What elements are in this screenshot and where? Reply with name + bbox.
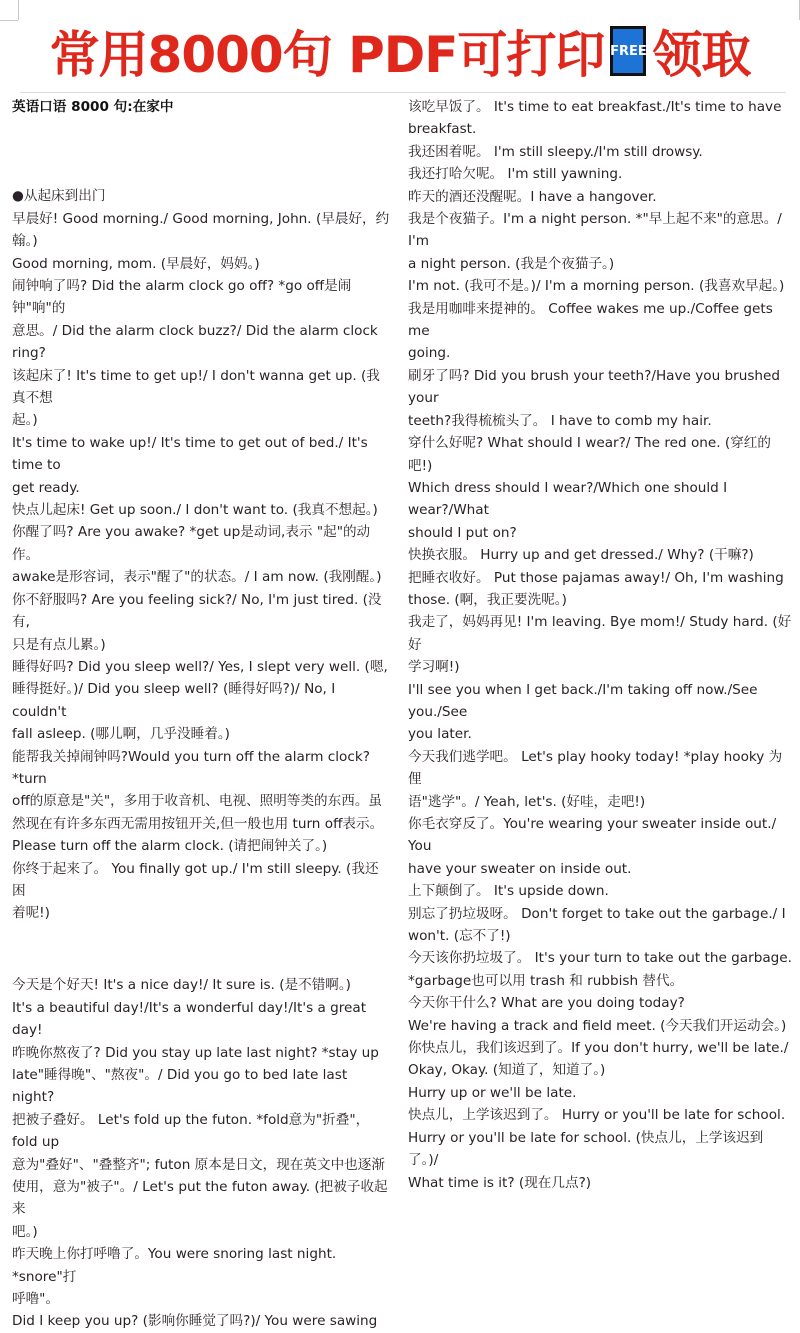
- phrase-line: *garbage也可以用 trash 和 rubbish 替代。: [408, 972, 684, 989]
- phrase-line: 我还打哈欠呢。 I'm still yawning.: [408, 166, 623, 183]
- phrase-line: Good morning, mom. (早晨好，妈妈。): [12, 255, 260, 272]
- phrase-line: a night person. (我是个夜猫子。): [408, 255, 615, 272]
- phrase-line: 今天你干什么? What are you doing today?: [408, 995, 685, 1012]
- phrase-line: breakfast.: [408, 121, 477, 138]
- phrase-line: Which dress should I wear?/Which one should I wear?/What: [408, 479, 728, 519]
- phrase-line: 你不舒服吗? Are you feeling sick?/ No, I'm just tired. (没有,: [12, 591, 382, 631]
- phrase-line: awake是形容词，表示"醒了"的状态。/ I am now. (我刚醒。): [12, 569, 382, 586]
- phrase-line: 穿什么好呢? What should I wear?/ The red one. (穿红的吧!): [408, 435, 771, 474]
- phrase-line: 语"逃学"。/ Yeah, let's. (好哇，走吧!): [408, 793, 646, 810]
- phrase-line: 我还困着呢。 I'm still sleepy./I'm still drowsy.: [408, 143, 703, 160]
- phrase-line: 然现在有许多东西无需用按钮开关,但一般也用 turn off表示。: [12, 815, 384, 832]
- phrase-list-right: [408, 96, 792, 1194]
- phrase-line: It's time to wake up!/ It's time to get out of bed./ It's time to: [12, 434, 368, 474]
- phrase-line: 我走了，妈妈再见! I'm leaving. Bye mom!/ Study hard. (好好: [408, 614, 792, 653]
- phrase-line: 早晨好! Good morning./ Good morning, John. (早晨好，约翰。): [12, 210, 390, 250]
- phrase-line: I'll see you when I get back./I'm taking off now./See you./See: [408, 681, 758, 720]
- phrase-line: Okay, Okay. (知道了，知道了。): [408, 1062, 606, 1079]
- phrase-line: 今天该你扔垃圾了。 It's your turn to take out the garbage.: [408, 950, 792, 967]
- page-divider: [20, 92, 786, 93]
- banner-title: 常用8000句 PDF可打印: [49, 26, 605, 84]
- phrase-line: 把睡衣收好。 Put those pajamas away!/ Oh, I'm washing: [408, 569, 784, 586]
- phrase-line: off的原意是"关"，多用于收音机、电视、照明等类的东西。虽: [12, 793, 383, 810]
- phrase-line: fall asleep. (哪儿啊，几乎没睡着。): [12, 726, 230, 743]
- phrase-line: 你终于起来了。 You finally got up./ I'm still sleepy. (我还困: [12, 860, 379, 899]
- phrase-line: 该吃早饭了。 It's time to eat breakfast./It's time to have: [408, 99, 782, 115]
- phrase-line: 意思。/ Did the alarm clock buzz?/ Did the alarm clock ring?: [12, 322, 378, 362]
- phrase-line: 意为"叠好"、"叠整齐"; futon 原本是日文，现在英文中也逐渐: [12, 1156, 385, 1173]
- phrase-line: late"睡得晚"、"熬夜"。/ Did you go to bed late last night?: [12, 1067, 348, 1106]
- phrase-line: Did I keep you up? (影响你睡觉了吗?)/ You were sawing: [12, 1313, 378, 1330]
- phrase-line: have your sweater on inside out.: [408, 860, 632, 877]
- phrase-line: 睡得好吗? Did you sleep well?/ Yes, I slept very well. (嗯,: [12, 658, 388, 675]
- phrase-line: 我是用咖啡来提神的。 Coffee wakes me up./Coffee gets me: [408, 300, 773, 340]
- phrase-line: 上下颠倒了。 It's upside down.: [408, 883, 609, 900]
- phrase-line: 快点儿起床! Get up soon./ I don't want to. (我真不想起。): [12, 502, 378, 519]
- phrase-line: Hurry or you'll be late for school. (快点儿，上学该迟到了。)/: [408, 1129, 764, 1169]
- phrase-line: won't. (忘不了!): [408, 928, 511, 945]
- phrase-line: 快点儿，上学该迟到了。 Hurry or you'll be late for school.: [408, 1107, 786, 1124]
- section-heading: ●从起床到出门: [12, 188, 106, 205]
- document-column-right: [408, 96, 792, 1194]
- phrase-line: Hurry up or we'll be late.: [408, 1084, 577, 1101]
- phrase-line: 使用，意为"被子"。/ Let's put the futon away. (把被子收起来: [12, 1179, 388, 1218]
- phrase-line: 你毛衣穿反了。You're wearing your sweater inside out./ You: [408, 816, 777, 855]
- phrase-line: 只是有点儿累。): [12, 636, 106, 653]
- phrase-line: 我是个夜猫子。I'm a night person. *"早上起不来"的意思。/ I'm: [408, 211, 782, 250]
- document-title: 英语口语 8000 句:在家中: [12, 99, 174, 115]
- phrase-line: 闹钟响了吗? Did the alarm clock go off? *go off是闹钟"响"的: [12, 278, 352, 317]
- phrase-line: 快换衣服。 Hurry up and get dressed./ Why? (干嘛?): [408, 547, 754, 564]
- phrase-line: 该起床了! It's time to get up!/ I don't wanna get up. (我真不想: [12, 367, 380, 407]
- phrase-line: 呼噜"。: [12, 1291, 60, 1308]
- banner-action: 领取: [652, 26, 751, 84]
- phrase-line: 睡得挺好。)/ Did you sleep well? (睡得好吗?)/ No, I couldn't: [12, 681, 336, 720]
- phrase-line: 把被子叠好。 Let's fold up the futon. *fold意为"折叠"，fold up: [12, 1111, 370, 1151]
- phrase-line: 刷牙了吗? Did you brush your teeth?/Have you brushed your: [408, 367, 781, 407]
- phrase-line: 昨天晚上你打呼噜了。You were snoring last night. *snore"打: [12, 1246, 337, 1285]
- phrase-line: 着呢!): [12, 905, 50, 922]
- phrase-line: [12, 938, 390, 960]
- phrase-line: 别忘了扔垃圾呀。 Don't forget to take out the garbage./ I: [408, 905, 786, 922]
- phrase-line: 能帮我关掉闹钟吗?Would you turn off the alarm clock? *turn: [12, 748, 370, 787]
- promo-banner: [0, 18, 800, 84]
- phrase-line: going.: [408, 345, 451, 362]
- phrase-line: 你醒了吗? Are you awake? *get up是动词,表示 "起"的动作。: [12, 524, 371, 563]
- free-badge-icon: FREE: [610, 26, 646, 76]
- document-column-left: [12, 96, 390, 1333]
- phrase-line: I'm not. (我可不是。)/ I'm a morning person. (我喜欢早起。): [408, 278, 785, 295]
- phrase-line: We're having a track and field meet. (今天我们开运动会。): [408, 1017, 787, 1034]
- phrase-line: teeth?我得梳梳头了。 I have to comb my hair.: [408, 412, 712, 429]
- phrase-line: 昨晚你熬夜了? Did you stay up late last night? *stay up: [12, 1044, 379, 1061]
- phrase-line: 昨天的酒还没醒呢。I have a hangover.: [408, 188, 657, 205]
- phrase-line: 你快点儿，我们该迟到了。If you don't hurry, we'll be late./: [408, 1040, 789, 1057]
- phrase-line: you later.: [408, 726, 472, 743]
- page-corner-mark: [18, 0, 19, 20]
- phrase-line: 今天我们逃学吧。 Let's play hooky today! *play hooky 为俚: [408, 748, 783, 788]
- phrase-line: 吧。): [12, 1223, 38, 1240]
- phrase-line: should I put on?: [408, 524, 517, 541]
- phrase-line: Please turn off the alarm clock. (请把闹钟关了。): [12, 838, 328, 855]
- phrase-line: 今天是个好天! It's a nice day!/ It sure is. (是不错啊。): [12, 977, 351, 994]
- phrase-line: It's a beautiful day!/It's a wonderful day!/It's a great day!: [12, 999, 367, 1039]
- phrase-line: 起。): [12, 412, 38, 429]
- phrase-line: 学习啊!): [408, 659, 460, 676]
- phrase-line: What time is it? (现在几点?): [408, 1174, 592, 1191]
- phrase-list-left: [12, 208, 390, 1333]
- phrase-line: get ready.: [12, 479, 80, 496]
- phrase-line: those. (啊，我正要洗呢。): [408, 591, 567, 608]
